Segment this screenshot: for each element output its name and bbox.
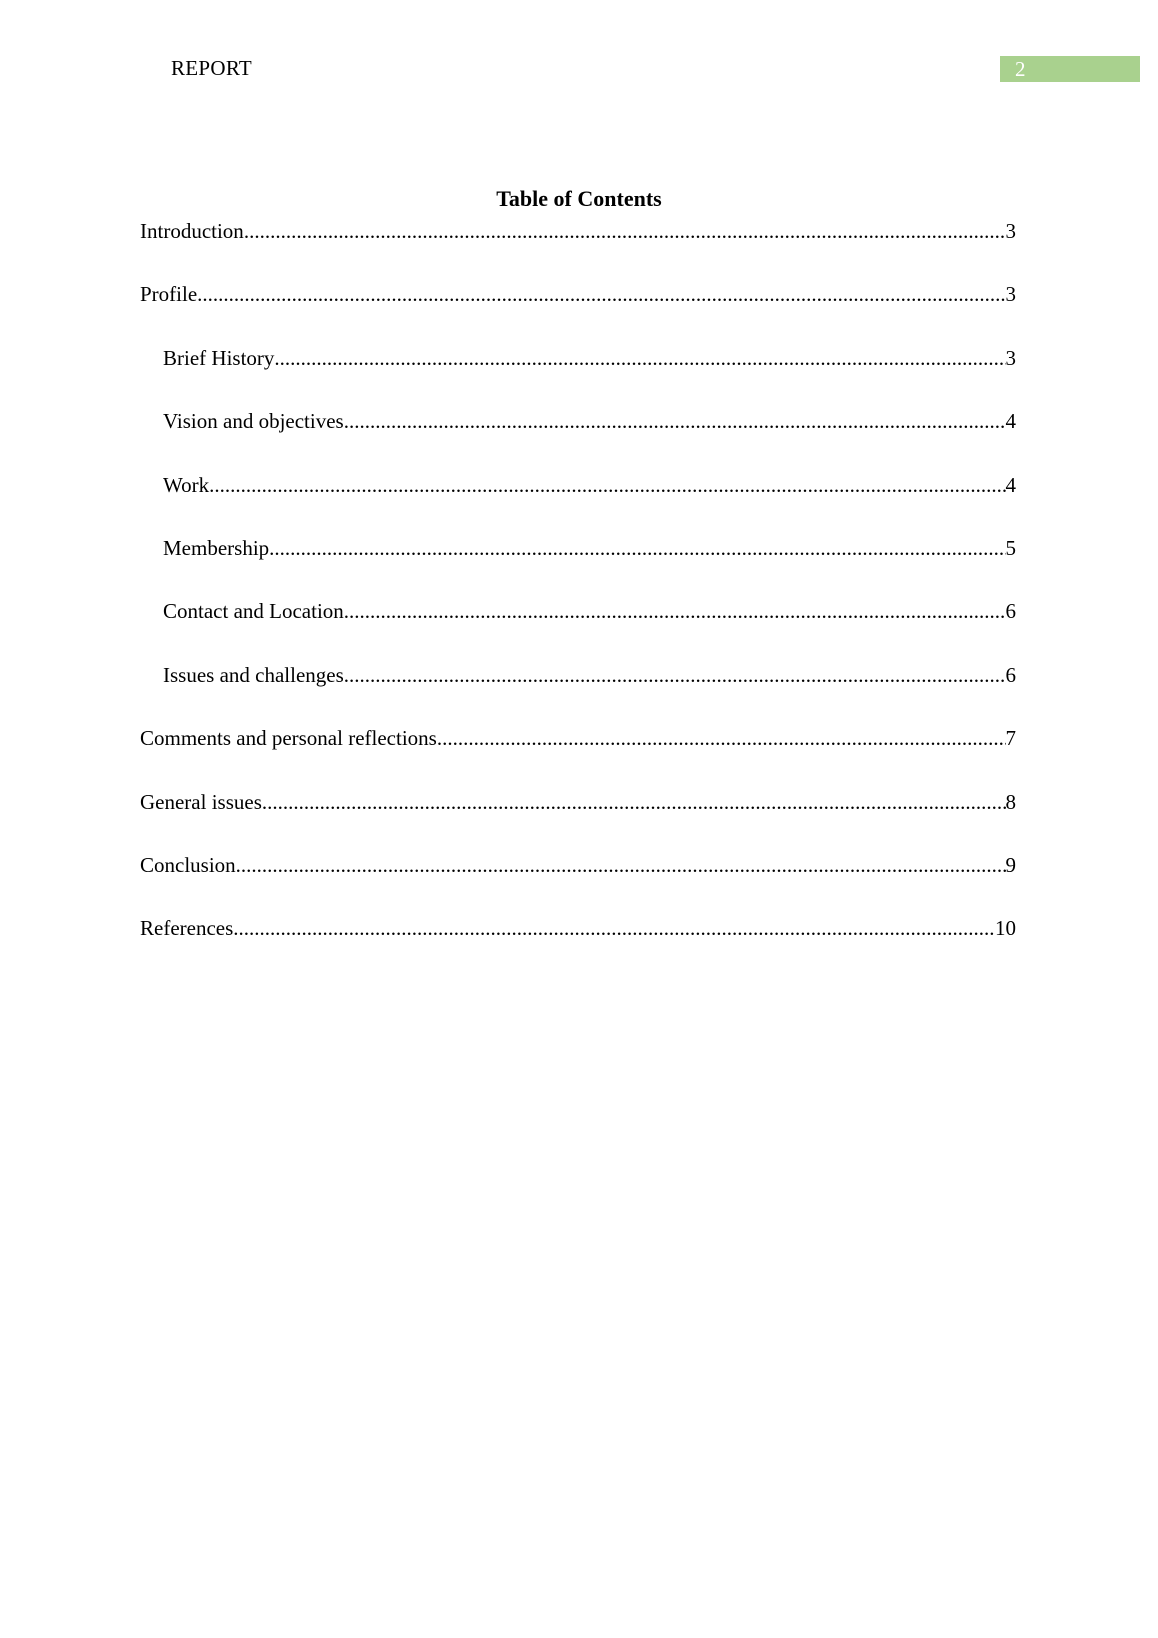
- toc-entry-page: 7: [1005, 726, 1016, 751]
- toc-dot-leader: [269, 533, 1005, 563]
- toc-entry-membership[interactable]: [140, 533, 1016, 596]
- toc-dot-leader: [244, 216, 1006, 246]
- toc-entry-label: Introduction: [140, 219, 244, 243]
- toc-entry-page: 10: [995, 916, 1016, 941]
- toc-entry-page: 6: [1005, 662, 1016, 687]
- toc-entry-page: 4: [1005, 472, 1016, 497]
- toc-dot-leader: [344, 596, 1006, 626]
- toc-entry-page: 3: [1005, 282, 1016, 307]
- toc-entry-references[interactable]: [140, 913, 1016, 976]
- toc-entry-conclusion[interactable]: [140, 850, 1016, 913]
- toc-entry-page: 6: [1005, 599, 1016, 624]
- toc-entry-page: 8: [1005, 789, 1016, 814]
- toc-entry-label: Brief History: [163, 345, 275, 370]
- toc-entry-page: 3: [1005, 345, 1016, 370]
- toc-entry-brief-history[interactable]: [140, 343, 1016, 406]
- page-number: 2: [1015, 57, 1026, 81]
- toc-entry-page: 9: [1005, 852, 1016, 877]
- toc-entry-label: Issues and challenges: [163, 662, 344, 687]
- toc-entry-label: Conclusion: [140, 852, 236, 877]
- toc-dot-leader: [437, 723, 1006, 753]
- toc-entry-label: Comments and personal reflections: [140, 726, 437, 751]
- header-title: REPORT: [171, 56, 253, 80]
- toc-heading: Table of Contents: [496, 186, 662, 211]
- page-number-badge: [1000, 56, 1140, 82]
- toc-entry-introduction[interactable]: [140, 216, 1016, 279]
- toc-entry-general-issues[interactable]: [140, 787, 1016, 850]
- toc-entry-profile[interactable]: [140, 279, 1016, 342]
- toc-entry-issues-and-challenges[interactable]: [140, 660, 1016, 723]
- toc-entry-label: References: [140, 916, 234, 941]
- table-of-contents: [140, 216, 1016, 977]
- toc-dot-leader: [236, 850, 1006, 880]
- toc-entry-label: Profile: [140, 282, 198, 307]
- toc-entry-contact-and-location[interactable]: [140, 596, 1016, 659]
- toc-dot-leader: [344, 660, 1006, 690]
- toc-dot-leader: [233, 913, 995, 943]
- toc-dot-leader: [209, 470, 1005, 500]
- toc-entry-page: 5: [1005, 535, 1016, 560]
- toc-entry-work[interactable]: [140, 470, 1016, 533]
- toc-entry-label: Membership: [163, 535, 270, 560]
- toc-entry-label: General issues: [140, 789, 262, 814]
- toc-entry-comments-and-personal-reflections[interactable]: [140, 723, 1016, 786]
- toc-entry-label: Work: [163, 472, 210, 497]
- toc-dot-leader: [274, 343, 1005, 373]
- toc-dot-leader: [344, 406, 1006, 436]
- toc-dot-leader: [262, 787, 1006, 817]
- toc-entry-label: Vision and objectives: [163, 409, 344, 434]
- toc-entry-page: 4: [1005, 409, 1016, 434]
- toc-entry-vision-and-objectives[interactable]: [140, 406, 1016, 469]
- toc-dot-leader: [197, 279, 1005, 309]
- toc-entry-label: Contact and Location: [163, 599, 344, 624]
- toc-entry-page: 3: [1005, 219, 1016, 243]
